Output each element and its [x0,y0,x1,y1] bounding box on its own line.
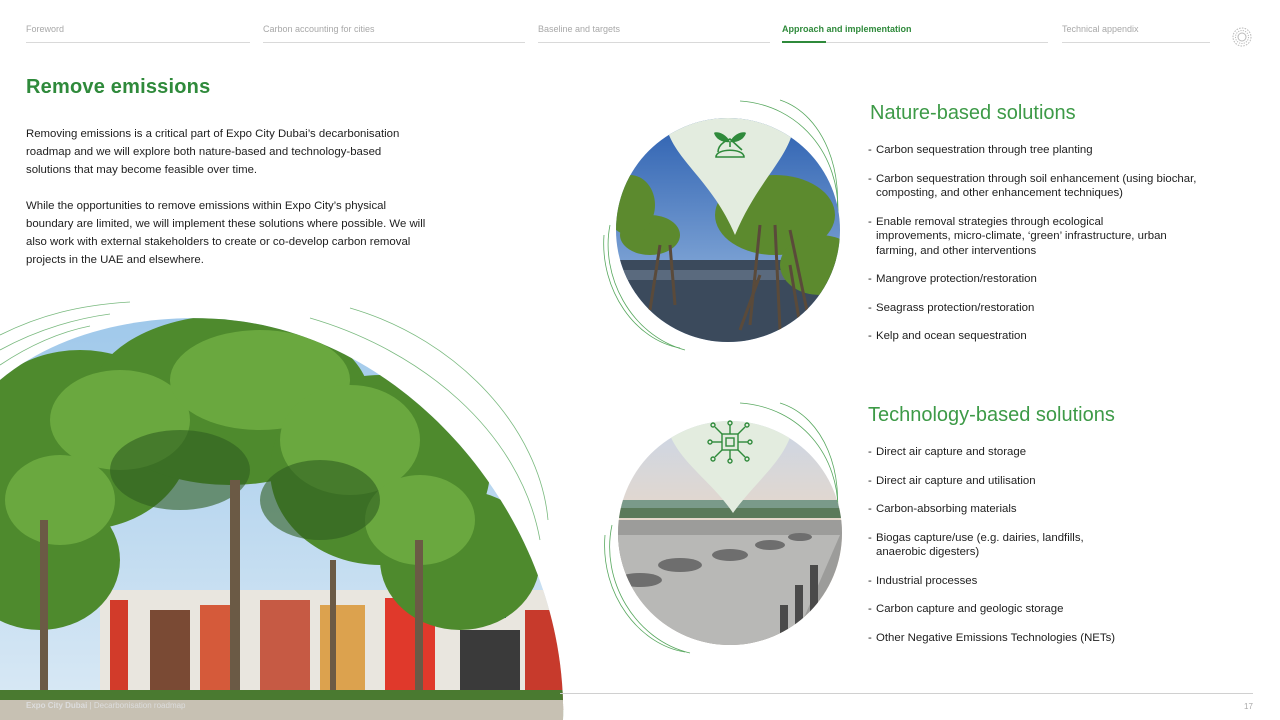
page-title: Remove emissions [26,76,211,98]
footer-divider [560,693,1253,694]
nature-heading: Nature-based solutions [870,102,1076,124]
list-item: - Enable removal strategies through ecological improvements, micro-climate, ‘green’ infrastructure, urban farming, and other interventions [868,215,1176,259]
footer-brand: Expo City Dubai [26,701,88,710]
mangrove-photo [590,95,850,355]
technology-heading: Technology-based solutions [868,404,1115,426]
list-item: - Mangrove protection/restoration [868,272,1258,287]
technology-list [868,445,1128,645]
list-item: - Other Negative Emissions Technologies (NETs) [868,631,1176,646]
expo-trees-photo [0,0,600,720]
intro-paragraph: While the opportunities to remove emissions within Expo City’s physical boundary are limited, we will implement these solutions where possible. We will also work with external stakeholders to create or co-develop carbon removal projects in the UAE and elsewhere. [26,200,426,266]
list-item: - Seagrass protection/restoration [868,301,1258,316]
expo-logo-icon[interactable] [1231,26,1253,48]
nav-tab-label: Carbon accounting for cities [263,24,375,34]
footer-breadcrumb [26,701,186,710]
nav-tab-approach-implementation[interactable] [782,24,1048,43]
list-item: - Biogas capture/use (e.g. dairies, landfills, anaerobic digesters) [868,531,1116,560]
nav-tab-label: Approach and implementation [782,24,912,34]
nav-tab-technical-appendix[interactable] [1062,24,1210,43]
list-item: - Direct air capture and utilisation [868,474,1128,489]
list-item: - Carbon sequestration through soil enhancement (using biochar, composting, and other enhancement techniques) [868,172,1258,201]
carbon-capture-facility-photo [590,395,850,660]
footer-doc-title: Decarbonisation roadmap [93,701,186,710]
list-item: - Carbon capture and geologic storage [868,602,1128,617]
nature-list [868,143,1258,344]
list-item: - Carbon-absorbing materials [868,502,1128,517]
intro-paragraph: Removing emissions is a critical part of Expo City Dubai’s decarbonisation roadmap and we will explore both nature-based and technology-based solutions that may become feasible over time. [26,128,400,176]
nav-tab-label: Foreword [26,24,65,34]
nav-tab-label: Technical appendix [1062,24,1139,34]
list-item: - Kelp and ocean sequestration [868,329,1258,344]
page-number: 17 [1244,702,1253,711]
footer-separator: | [89,701,92,710]
nav-tab-label: Baseline and targets [538,24,621,34]
list-item: - Direct air capture and storage [868,445,1128,460]
list-item: - Carbon sequestration through tree planting [868,143,1258,158]
list-item: - Industrial processes [868,574,1128,589]
